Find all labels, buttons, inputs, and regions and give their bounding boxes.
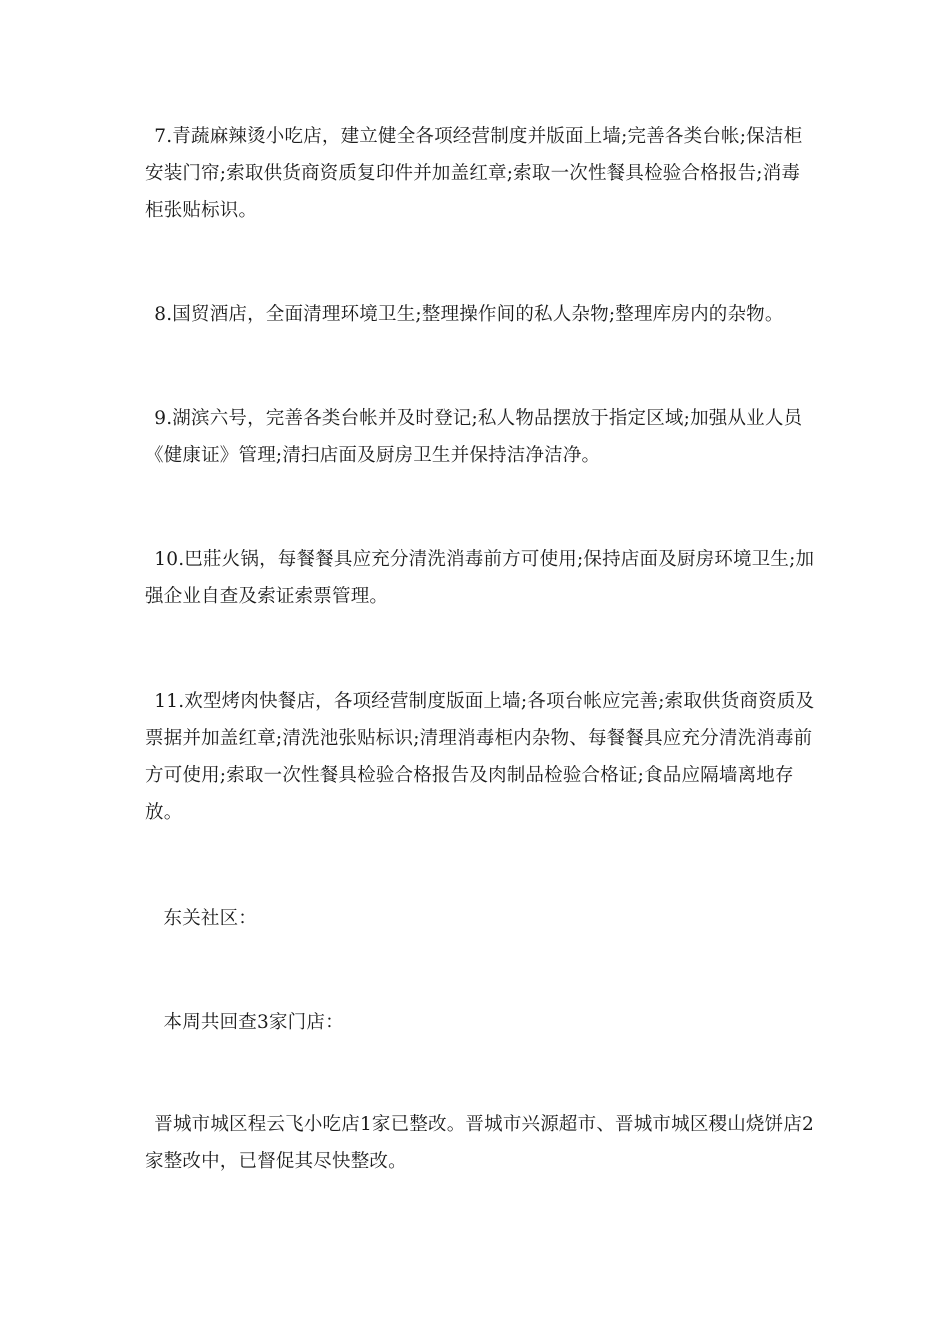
paragraph-item-8: 8.国贸酒店，全面清理环境卫生;整理操作间的私人杂物;整理库房内的杂物。 bbox=[154, 304, 784, 325]
paragraph-item-7: 7.青蔬麻辣烫小吃店，建立健全各项经营制度并版面上墙;完善各类台帐;保洁柜安装门帘;索取供货商资质复印件并加盖红章;索取一次性餐具检验合格报告;消毒柜张贴标识。 bbox=[145, 126, 803, 221]
recheck-detail: 晋城市城区程云飞小吃店1家已整改。晋城市兴源超市、晋城市城区稷山烧饼店2家整改中，已督促其尽快整改。 bbox=[145, 1114, 814, 1172]
paragraph-item-9: 9.湖滨六号，完善各类台帐并及时登记;私人物品摆放于指定区域;加强从业人员《健康证》管理;清扫店面及厨房卫生并保持洁净洁净。 bbox=[145, 408, 803, 466]
paragraph-item-11: 11.欢型烤肉快餐店，各项经营制度版面上墙;各项台帐应完善;索取供货商资质及票据并加盖红章;清洗池张贴标识;清理消毒柜内杂物、每餐餐具应充分清洗消毒前方可使用;索取一次性餐具检验合格报告及肉制品检验合格证;食品应隔墙离地存放。 bbox=[145, 691, 815, 823]
paragraph-item-10: 10.巴莊火锅，每餐餐具应充分清洗消毒前方可使用;保持店面及厨房环境卫生;加强企业自查及索证索票管理。 bbox=[145, 549, 815, 607]
section-heading-dongguan: 东关社区： bbox=[163, 908, 258, 929]
recheck-summary: 本周共回查3家门店： bbox=[163, 1012, 344, 1033]
